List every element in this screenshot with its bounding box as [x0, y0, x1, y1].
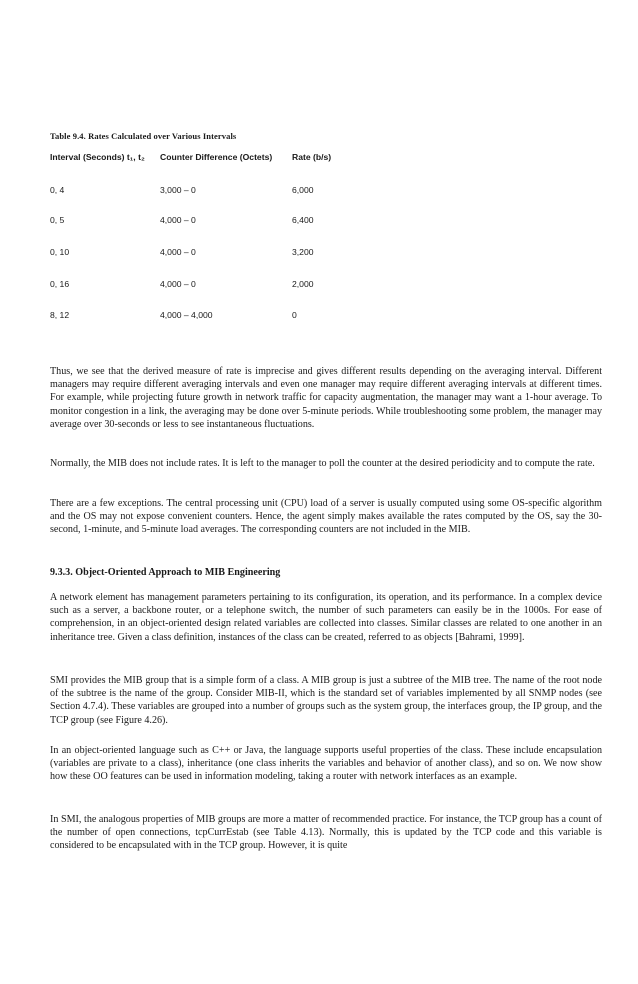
table-header-rate: Rate (b/s): [292, 152, 332, 162]
body-paragraph: A network element has management parameters pertaining to its configuration, its operation, and its performance. In a complex device such as a server, a backbone router, or a telephone switch, the number of such parameters can easily be in the 1000s. For ease of comprehension, in an object-oriented design related variables are collected into classes. Similar classes are related to one another in an inheritance tree. Given a class definition, instances of the class can be created, referred to as objects [Bahrami, 1999].: [50, 592, 602, 643]
table-header-interval: Interval (Seconds) t₁, t₂: [50, 152, 145, 162]
table-cell-interval: 0, 10: [50, 247, 70, 257]
table-cell-counter-difference: 4,000 – 0: [160, 247, 196, 257]
table-cell-counter-difference: 3,000 – 0: [160, 185, 196, 195]
body-paragraph: There are a few exceptions. The central processing unit (CPU) load of a server is usually computed using some OS-specific algorithm and the OS may not expose convenient counters. Hence, the agent simply makes available the rates computed by the OS, say the 30-second, 1-minute, and 5-minute load averages. The corresponding counters are not included in the MIB.: [50, 498, 602, 536]
body-paragraph: In an object-oriented language such as C++ or Java, the language supports useful properties of the class. These include encapsulation (variables are private to a class), inheritance (one class inherits the variables and behavior of another class), and so on. We now show how these OO features can be used in information modeling, taking a router with network interfaces as an example.: [50, 745, 602, 783]
table-cell-interval: 8, 12: [50, 310, 70, 320]
body-paragraph: Normally, the MIB does not include rates. It is left to the manager to poll the counter at the desired periodicity and to compute the rate.: [50, 458, 595, 469]
table-cell-counter-difference: 4,000 – 0: [160, 215, 196, 225]
table-cell-interval: 0, 16: [50, 279, 70, 289]
body-paragraph: Thus, we see that the derived measure of rate is imprecise and gives different results depending on the averaging interval. Different managers may require different averaging intervals and even one manager may require different averaging intervals at different times. For example, while projecting future growth in network traffic for capacity augmentation, the manager may want a 1-hour average. To monitor congestion in a link, the averaging may be done over 5-minute periods. While troubleshooting some problem, the manager may average over 30-seconds or less to see instantaneous fluctuations.: [50, 366, 602, 430]
body-paragraph: SMI provides the MIB group that is a simple form of a class. A MIB group is just a subtree of the MIB tree. The name of the root node of the subtree is the name of the group. Consider MIB-II, which is the standard set of variables implemented by all SNMP nodes (see Section 4.7.4). These variables are grouped into a number of groups such as the system group, the interfaces group, the IP group, and the TCP group (see Figure 4.26).: [50, 675, 602, 726]
table-cell-rate: 2,000: [292, 279, 314, 289]
table-cell-rate: 3,200: [292, 247, 314, 257]
table-cell-rate: 6,000: [292, 185, 314, 195]
section-heading: 9.3.3. Object-Oriented Approach to MIB Engineering: [50, 567, 281, 578]
table-cell-rate: 6,400: [292, 215, 314, 225]
table-caption: Table 9.4. Rates Calculated over Various Intervals: [50, 131, 237, 141]
table-header-counter-difference: Counter Difference (Octets): [160, 152, 273, 162]
table-cell-interval: 0, 5: [50, 215, 65, 225]
table-cell-interval: 0, 4: [50, 185, 65, 195]
table-cell-counter-difference: 4,000 – 0: [160, 279, 196, 289]
table-cell-counter-difference: 4,000 – 4,000: [160, 310, 213, 320]
body-paragraph: In SMI, the analogous properties of MIB groups are more a matter of recommended practice. For instance, the TCP group has a count of the number of open connections, tcpCurrEstab (see Table 4.13). Normally, this is updated by the TCP code and this variable is considered to be encapsulated with in the TCP group. However, it is quite: [50, 814, 602, 852]
table-cell-rate: 0: [292, 310, 297, 320]
